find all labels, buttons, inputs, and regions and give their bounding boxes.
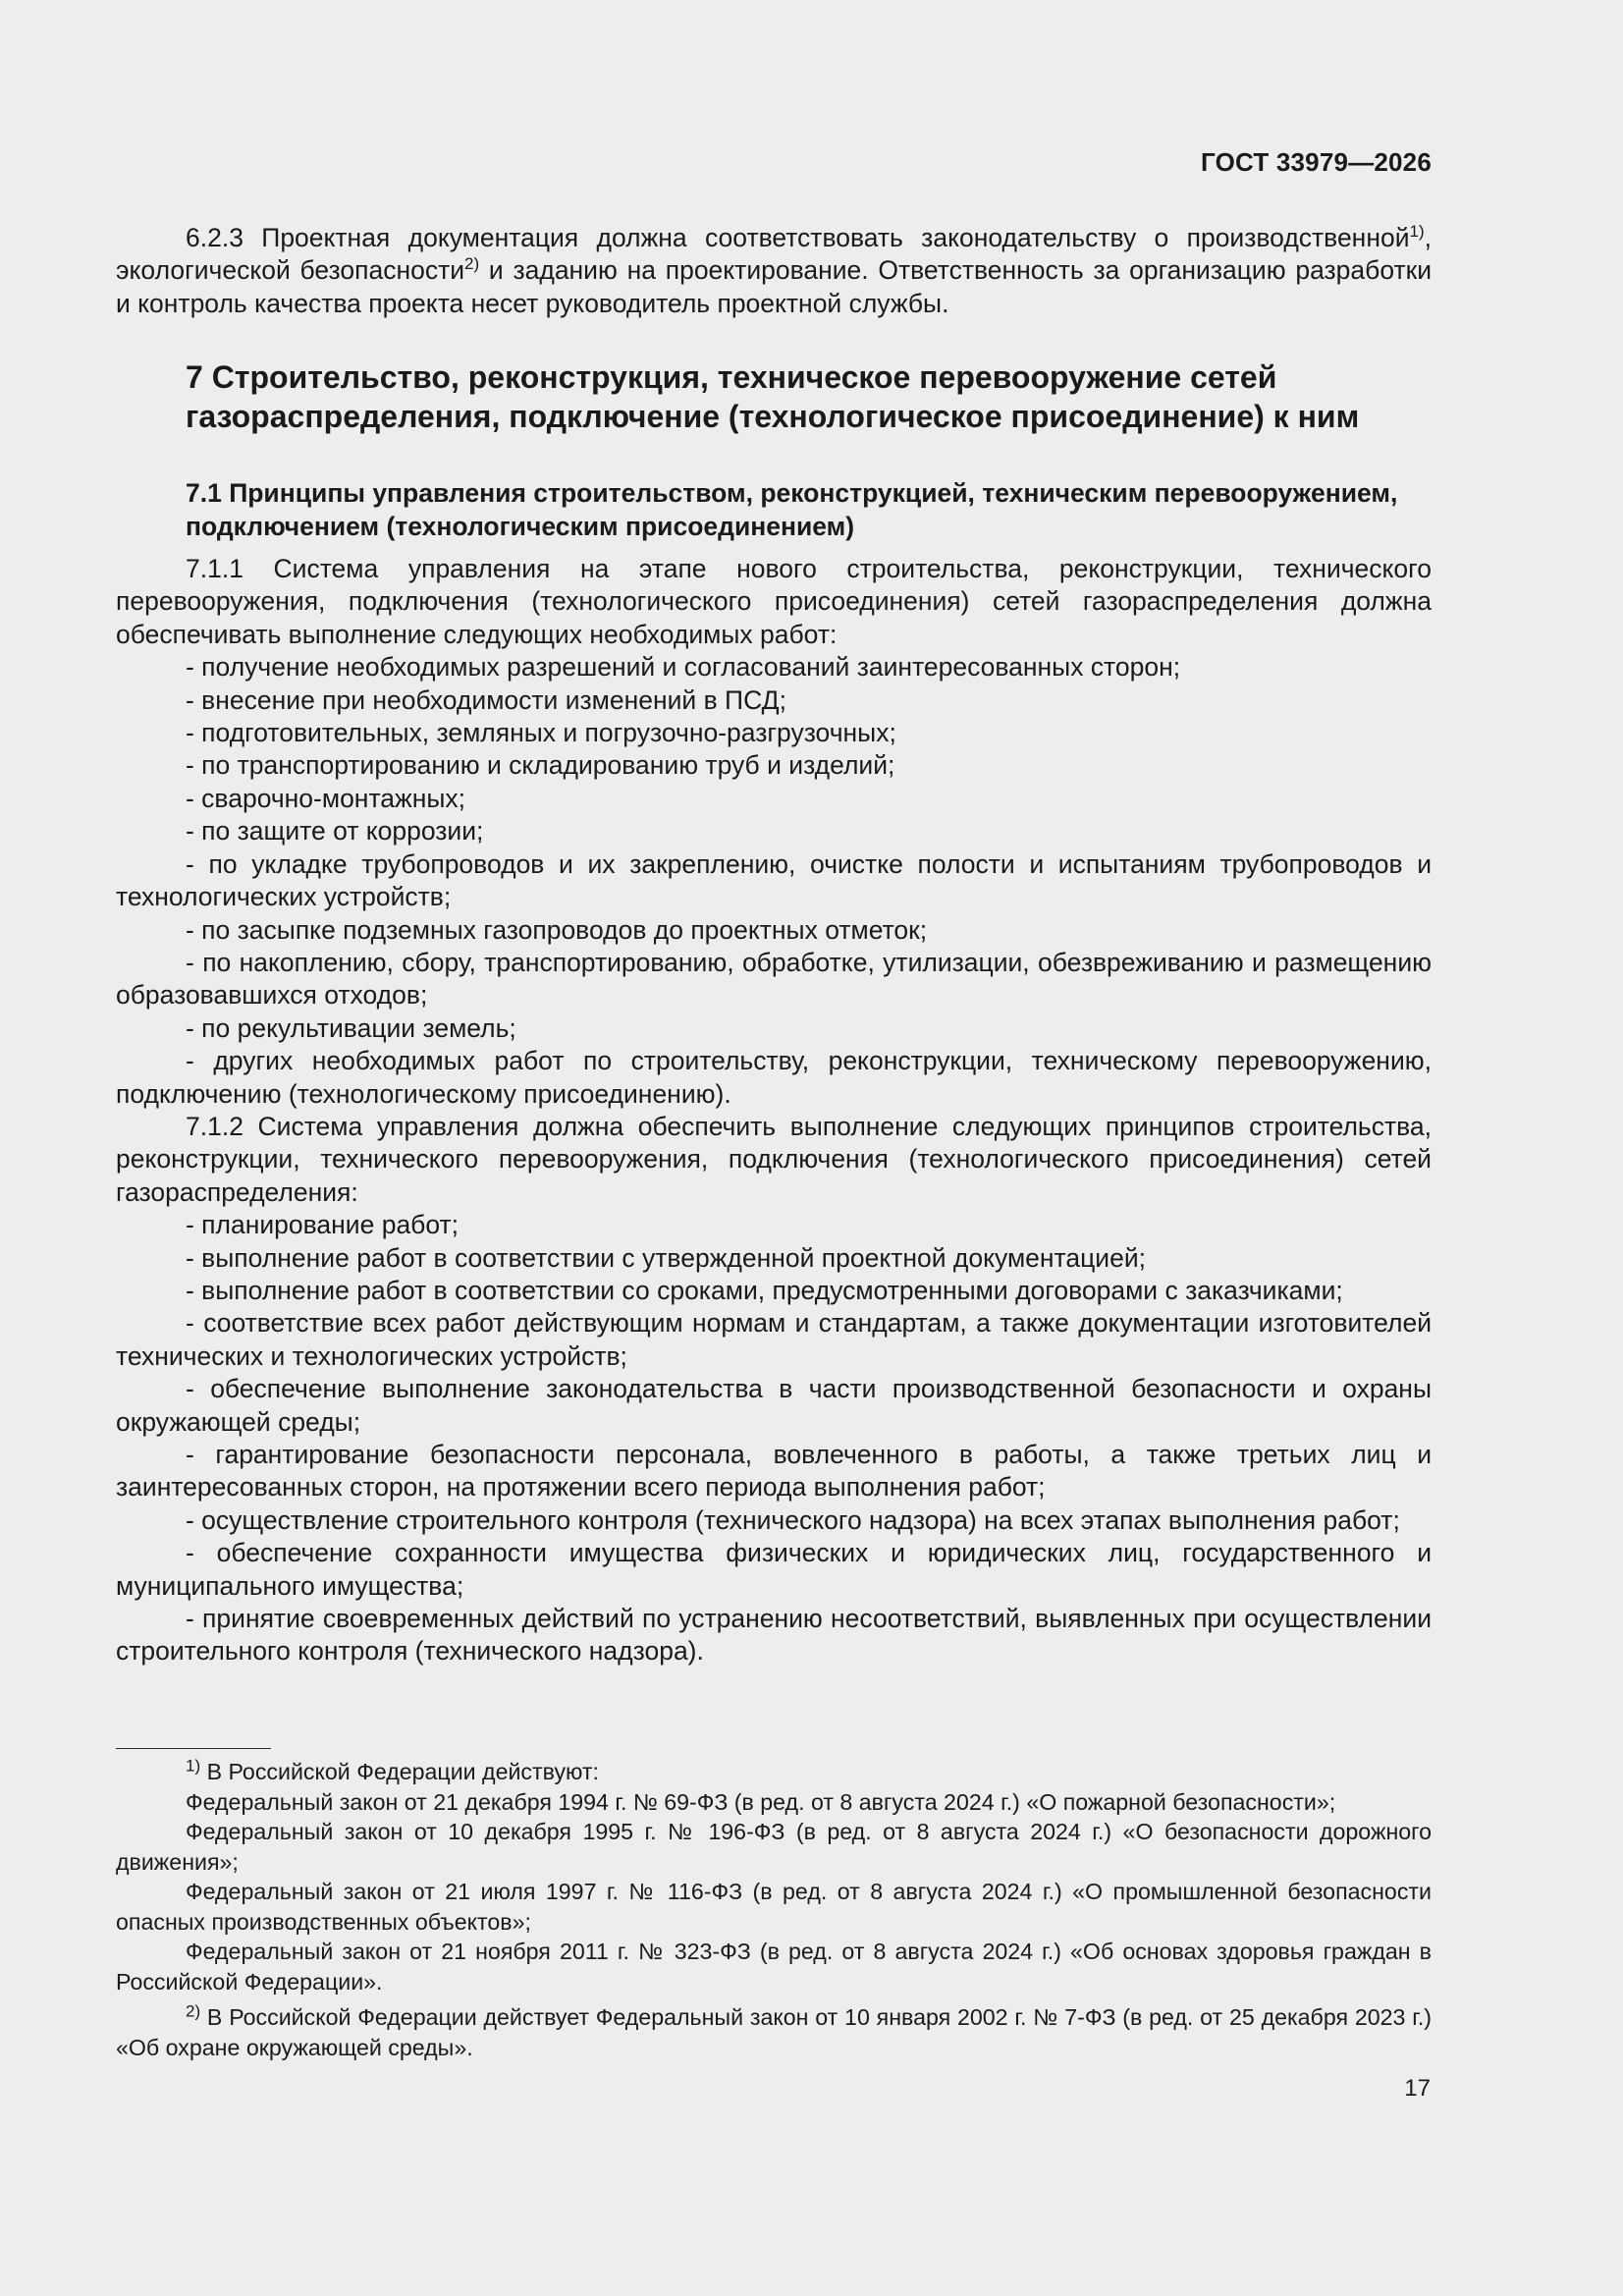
- page-number: 17: [1404, 2075, 1431, 2102]
- footnote-ref-1[interactable]: 1): [1409, 222, 1425, 242]
- list-item: - по защите от коррозии;: [186, 816, 484, 847]
- paragraph-text: и заданию на проектирование. Ответственность за организацию разработки и контроль качества проекта несет руководитель проектной службы.: [116, 255, 1433, 318]
- list-item: - сварочно-монтажных;: [186, 783, 466, 813]
- footnote-mark-2: 2): [186, 2001, 201, 2021]
- list-item: - обеспечение выполнение законодательства в части производственной безопасности и охраны окружающей среды;: [116, 1374, 1432, 1437]
- footnote-text: В Российской Федерации действует Федеральный закон от 10 января 2002 г. № 7-ФЗ (в ред. от 25 декабря 2023 г.) «Об охране окружающей среды».: [116, 2004, 1432, 2060]
- footnote-law: Федеральный закон от 10 декабря 1995 г. № 196-ФЗ (в ред. от 8 августа 2024 г.) «О безопасности дорожного движения»;: [116, 1819, 1432, 1875]
- paragraph-6-2-3: [116, 222, 1432, 320]
- footnote-law: Федеральный закон от 21 ноября 2011 г. № 323-ФЗ (в ред. от 8 августа 2024 г.) «Об основах здоровья граждан в Российской Федерации».: [116, 1939, 1432, 1995]
- list-item: - получение необходимых разрешений и согласований заинтересованных сторон;: [186, 652, 1181, 683]
- paragraph-7-1-2: 7.1.2 Система управления должна обеспечить выполнение следующих принципов строительства, реконструкции, технического перевооружения, подключения (технологического присоединения) сетей газораспределения:: [116, 1111, 1432, 1207]
- list-item: - других необходимых работ по строительству, реконструкции, техническому перевооружению, подключению (технологическому присоединению).: [116, 1046, 1432, 1109]
- footnote-text: В Российской Федерации действуют:: [200, 1759, 599, 1784]
- footnote-divider: [116, 1748, 271, 1749]
- list-item: - внесение при необходимости изменений в ПСД;: [186, 684, 786, 715]
- paragraph-text: 6.2.3 Проектная документация должна соответствовать законодательству о производственной: [186, 223, 1410, 252]
- list-item: - по накоплению, сбору, транспортированию, обработке, утилизации, обезвреживанию и размещению образовавшихся отходов;: [116, 947, 1432, 1011]
- list-item: - подготовительных, земляных и погрузочно-разгрузочных;: [186, 718, 896, 748]
- list-item: - обеспечение сохранности имущества физических и юридических лиц, государственного и муниципального имущества;: [116, 1538, 1432, 1601]
- list-item: - по транспортированию и складированию труб и изделий;: [186, 750, 895, 781]
- footnotes: [116, 1748, 1432, 2062]
- footnote-ref-2[interactable]: 2): [464, 254, 480, 274]
- list-item: - по засыпке подземных газопроводов до проектных отметок;: [186, 914, 928, 945]
- footnote-2: [116, 2002, 1432, 2062]
- paragraph-7-1-1: 7.1.1 Система управления на этапе нового строительства, реконструкции, технического перевооружения, подключения (технологического присоединения) сетей газораспределения должна обеспечивать выполнение следующих необходимых работ:: [116, 554, 1432, 649]
- list-item: - по рекультивации земель;: [186, 1012, 516, 1043]
- list-item: - гарантирование безопасности персонала, вовлеченного в работы, а также третьих лиц и заинтересованных сторон, на протяжении всего периода выполнения работ;: [116, 1440, 1432, 1503]
- list-item: - соответствие всех работ действующим нормам и стандартам, а также документации изготовителей технических и технологических устройств;: [116, 1308, 1432, 1371]
- footnote-law: Федеральный закон от 21 декабря 1994 г. № 69-ФЗ (в ред. от 8 августа 2024 г.) «О пожарной безопасности»;: [186, 1788, 1336, 1815]
- main-content: [116, 222, 1432, 1668]
- list-item: - планирование работ;: [186, 1210, 460, 1240]
- list-item: - принятие своевременных действий по устранению несоответствий, выявленных при осуществлении строительного контроля (технического надзора).: [116, 1604, 1432, 1667]
- section-7-1-heading: 7.1 Принципы управления строительством, реконструкцией, техническим перевооружением, подключением (технологическим присоединением): [186, 478, 1398, 541]
- list-item: - по укладке трубопроводов и их закреплению, очистке полости и испытаниям трубопроводов и технологических устройств;: [116, 848, 1432, 912]
- footnote-1: [116, 1757, 1432, 1787]
- paragraph-text: , экологической безопасности: [116, 223, 1432, 286]
- document-code: ГОСТ 33979—2026: [1201, 147, 1432, 177]
- footnote-law: Федеральный закон от 21 июля 1997 г. № 116-ФЗ (в ред. от 8 августа 2024 г.) «О промышленной безопасности опасных производственных объектов»;: [116, 1879, 1432, 1935]
- list-item: - выполнение работ в соответствии со сроками, предусмотренными договорами с заказчиками;: [186, 1275, 1343, 1305]
- footnote-mark-1: 1): [186, 1756, 201, 1776]
- list-item: - выполнение работ в соответствии с утвержденной проектной документацией;: [186, 1242, 1147, 1273]
- list-item: - осуществление строительного контроля (технического надзора) на всех этапах выполнения работ;: [186, 1504, 1400, 1535]
- section-7-heading: 7 Строительство, реконструкция, техническое перевооружение сетей газораспределения, подключение (технологическое присоединение) к ним: [186, 359, 1360, 435]
